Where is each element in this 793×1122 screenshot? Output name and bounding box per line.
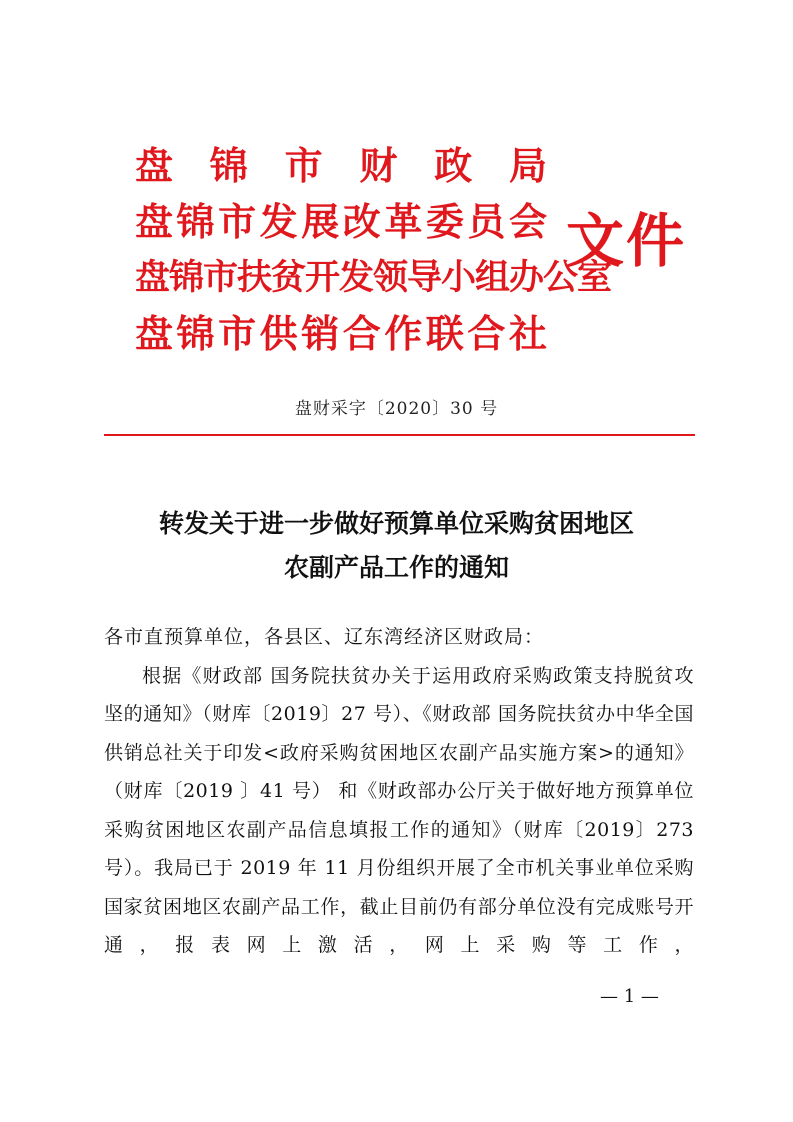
document-number: 盘财采字〔2020〕30 号 (294, 399, 499, 419)
red-divider-line (104, 434, 695, 436)
document-body (104, 618, 694, 965)
issuer-block (135, 138, 612, 362)
body-paragraph: 根据《财政部 国务院扶贫办关于运用政府采购政策支持脱贫攻坚的通知》（财库〔2019〕27 号）、《财政部 国务院扶贫办中华全国供销总社关于印发<政府采购贫困地区农副产品实施方案>的通知》（财库〔2019 〕41 号） 和《财政部办公厅关于做好地方预算单位采购贫困地区农副产品信息填报工作的通知》（财库〔2019〕273 号）。我局已于 2019 年 11 月份组织开展了全市机关事业单位采购国家贫困地区农副产品工作，截止目前仍有部分单位没有完成账号开通，报表网上激活，网上采购等工作， (104, 664, 694, 956)
page-number: — 1 — (600, 986, 659, 1007)
issuer-name: 盘锦市供销合作联合社 (135, 312, 547, 356)
issuer-name: 盘锦市财政局 (135, 144, 547, 188)
document-title (0, 502, 793, 590)
document-type-label: 文件 (566, 207, 687, 275)
issuer-name: 盘锦市发展改革委员会 (135, 200, 547, 244)
title-line: 转发关于进一步做好预算单位采购贫困地区 (158, 509, 634, 538)
title-line: 农副产品工作的通知 (283, 553, 509, 582)
salutation: 各市直预算单位，各县区、辽东湾经济区财政局： (104, 626, 545, 648)
issuer-name: 盘锦市扶贫开发领导小组办公室 (135, 258, 612, 298)
